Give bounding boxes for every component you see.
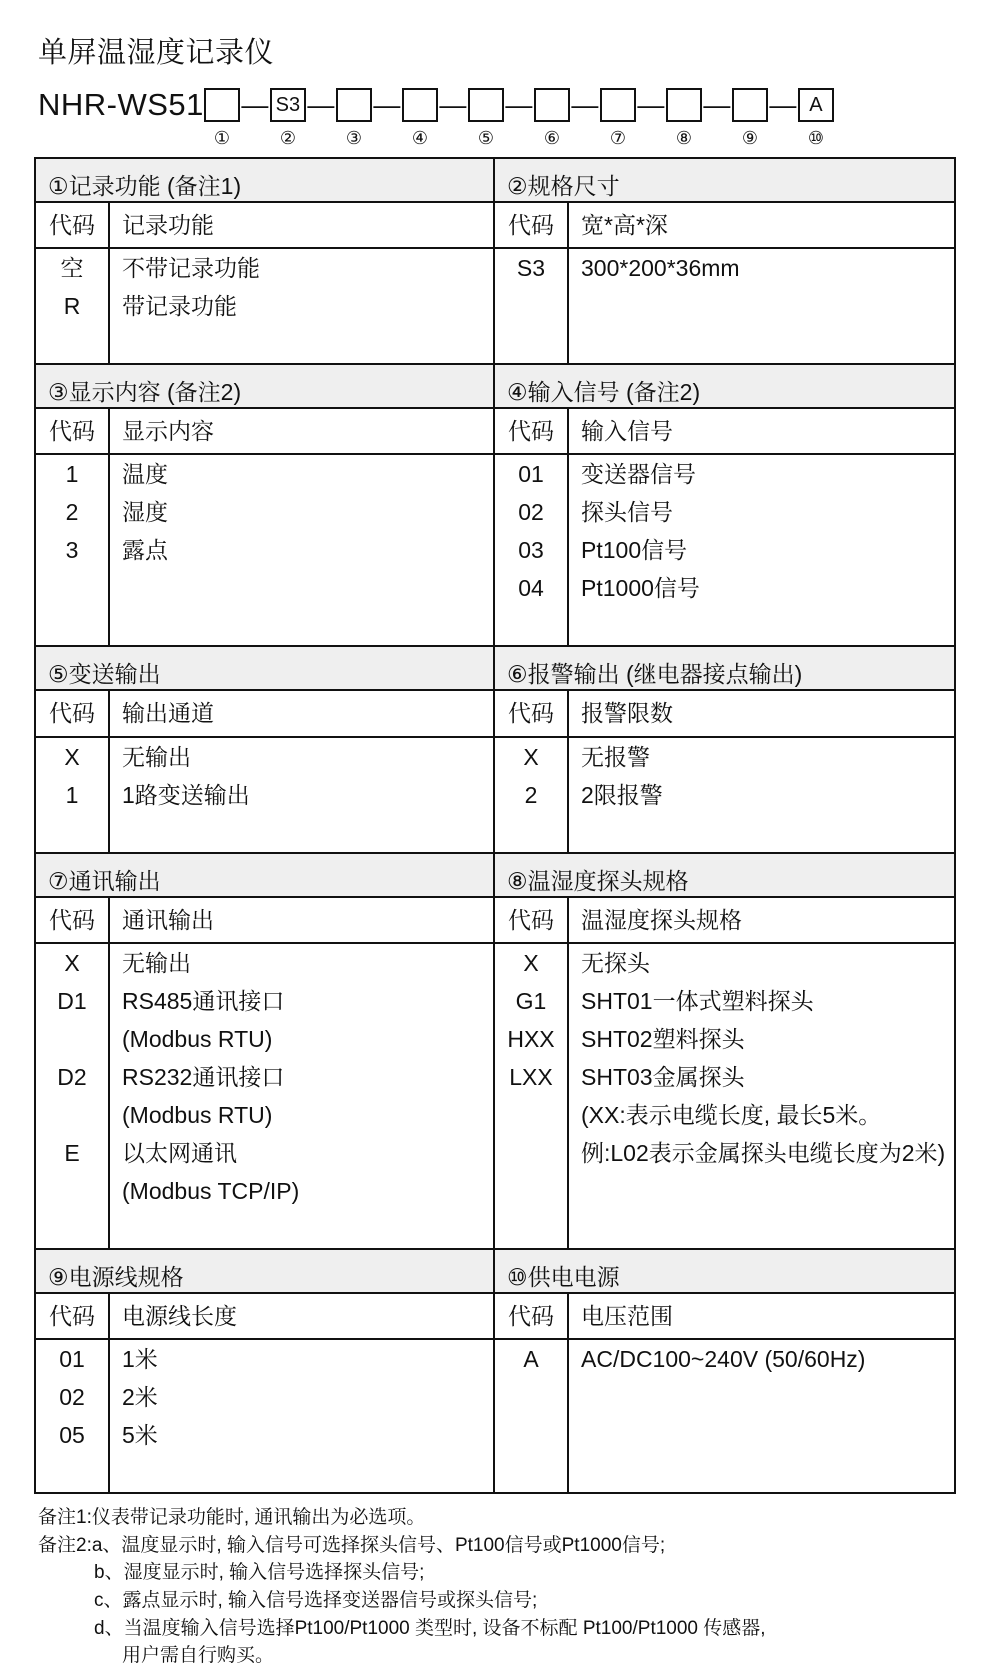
filler-code-cell [36, 1210, 110, 1248]
cell-code: X [495, 738, 569, 776]
spec-section [36, 854, 495, 1248]
table-header-row [495, 691, 954, 737]
filler-code-cell [495, 1378, 569, 1492]
table-row [495, 1340, 954, 1378]
code-table [36, 1294, 493, 1492]
spec-section [36, 159, 495, 363]
column-header-code: 代码 [495, 203, 569, 247]
table-row [495, 1020, 954, 1058]
column-header-desc: 报警限数 [581, 700, 673, 727]
column-header-desc: 输出通道 [122, 700, 214, 727]
footnote-line: 备注2:a、温度显示时, 输入信号可选择探头信号、Pt100信号或Pt1000信号; [38, 1534, 666, 1556]
cell-description: (Modbus RTU) [122, 1025, 273, 1052]
section-header: ⑨电源线规格 [36, 1250, 493, 1294]
column-header-desc: 电源线长度 [122, 1303, 237, 1330]
cell-code: 05 [36, 1416, 110, 1454]
column-header-code: 代码 [495, 898, 569, 942]
table-row [495, 493, 954, 531]
cell-description: SHT03金属探头 [581, 1063, 745, 1090]
spec-section [495, 854, 954, 1248]
table-header-row [495, 203, 954, 249]
filler-code-cell [36, 569, 110, 645]
table-row [495, 1134, 954, 1172]
table-header-row [36, 898, 493, 944]
cell-code: 04 [495, 569, 569, 607]
footnote-line: b、湿度显示时, 输入信号选择探头信号; [94, 1562, 425, 1584]
cell-description: 温度 [122, 461, 168, 488]
section-header: ⑧温湿度探头规格 [495, 854, 954, 898]
spec-section [495, 365, 954, 645]
cell-code: D1 [36, 982, 110, 1020]
cell-description: 带记录功能 [122, 293, 237, 320]
table-row [495, 249, 954, 287]
footnote-line: 用户需自行购买。 [122, 1645, 275, 1667]
cell-code: 1 [36, 776, 110, 814]
cell-code [495, 1134, 569, 1172]
column-header-desc: 宽*高*深 [581, 212, 668, 238]
spec-block [36, 1250, 954, 1492]
column-header-desc: 温湿度探头规格 [581, 906, 742, 933]
table-row [36, 738, 493, 776]
filler-code-cell [36, 1454, 110, 1492]
table-row [36, 455, 493, 493]
filler-desc-cell [110, 1454, 493, 1492]
cell-description: 湿度 [122, 499, 168, 526]
table-row [36, 1172, 493, 1210]
cell-code: G1 [495, 982, 569, 1020]
spec-table [34, 157, 956, 1494]
table-header-row [36, 203, 493, 249]
section-header: ③显示内容 (备注2) [36, 365, 493, 409]
cell-description: (XX:表示电缆长度, 最长5米。 [581, 1101, 882, 1128]
footnotes [38, 1504, 956, 1669]
code-box-4[interactable] [402, 88, 438, 122]
table-row [36, 982, 493, 1020]
column-header-code: 代码 [36, 691, 110, 735]
section-header: ⑤变送输出 [36, 647, 493, 691]
dash-9: — [769, 89, 797, 120]
dash-2: — [307, 89, 335, 120]
table-row [36, 287, 493, 325]
table-row [495, 982, 954, 1020]
table-row [495, 1058, 954, 1096]
filler-desc-cell [569, 607, 954, 645]
cell-code [36, 1096, 110, 1134]
table-row [36, 776, 493, 814]
cell-description: AC/DC100~240V (50/60Hz) [581, 1346, 866, 1373]
cell-description: 无报警 [581, 743, 650, 770]
table-filler [495, 607, 954, 645]
table-filler [495, 1378, 954, 1492]
spec-section [36, 1250, 495, 1492]
column-header-code: 代码 [36, 203, 110, 247]
cell-description: 以太网通讯 [122, 1139, 237, 1166]
cell-code: 空 [36, 249, 110, 287]
cell-code: X [495, 944, 569, 982]
cell-description: 探头信号 [581, 499, 673, 526]
filler-desc-cell [569, 1378, 954, 1492]
code-box-5[interactable] [468, 88, 504, 122]
dash-5: — [505, 89, 533, 120]
cell-code: 02 [36, 1378, 110, 1416]
table-header-row [495, 1294, 954, 1340]
code-box-1[interactable] [204, 88, 240, 122]
table-row [36, 1134, 493, 1172]
table-row [36, 249, 493, 287]
cell-description: 露点 [122, 537, 168, 564]
code-table [495, 1294, 954, 1492]
table-filler [36, 1454, 493, 1492]
section-header: ⑥报警输出 (继电器接点输出) [495, 647, 954, 691]
section-header: ②规格尺寸 [495, 159, 954, 203]
cell-description: SHT02塑料探头 [581, 1025, 745, 1052]
cell-description: Pt100信号 [581, 537, 688, 564]
column-header-code: 代码 [36, 1294, 110, 1338]
column-header-code: 代码 [495, 409, 569, 453]
cell-code [36, 1020, 110, 1058]
table-row [36, 1020, 493, 1058]
marker-8: ⑧ [675, 127, 692, 148]
cell-code: 01 [36, 1340, 110, 1378]
code-table [495, 898, 954, 1248]
table-filler [36, 1210, 493, 1248]
marker-4: ④ [411, 127, 428, 148]
marker-6: ⑥ [543, 127, 560, 148]
code-box-9[interactable] [732, 88, 768, 122]
table-row [36, 1096, 493, 1134]
spec-section [495, 647, 954, 851]
dash-7: — [637, 89, 665, 120]
cell-code: 01 [495, 455, 569, 493]
column-header-code: 代码 [36, 409, 110, 453]
cell-code [495, 1096, 569, 1134]
cell-description: 300*200*36mm [581, 255, 740, 282]
cell-description: 2米 [122, 1384, 158, 1411]
cell-code: LXX [495, 1058, 569, 1096]
dash-3: — [373, 89, 401, 120]
code-box-10[interactable]: A [798, 88, 834, 122]
code-box-7[interactable] [600, 88, 636, 122]
filler-desc-cell [569, 1172, 954, 1248]
column-header-code: 代码 [36, 898, 110, 942]
marker-9: ⑨ [741, 127, 758, 148]
table-row [36, 1058, 493, 1096]
code-table [36, 691, 493, 851]
code-table [36, 898, 493, 1248]
table-filler [36, 814, 493, 852]
section-header: ⑩供电电源 [495, 1250, 954, 1294]
table-row [495, 944, 954, 982]
cell-description: 无输出 [122, 743, 191, 770]
spec-section [495, 1250, 954, 1492]
cell-code [36, 1172, 110, 1210]
table-row [495, 531, 954, 569]
dash-4: — [439, 89, 467, 120]
spec-block [36, 854, 954, 1250]
cell-description: (Modbus TCP/IP) [122, 1177, 300, 1204]
table-row [36, 531, 493, 569]
cell-code: E [36, 1134, 110, 1172]
table-row [36, 1340, 493, 1378]
cell-description: RS232通讯接口 [122, 1063, 285, 1090]
filler-code-cell [495, 287, 569, 363]
code-table [495, 409, 954, 645]
cell-code: R [36, 287, 110, 325]
column-header-desc: 电压范围 [581, 1303, 673, 1330]
section-header: ④输入信号 (备注2) [495, 365, 954, 409]
code-table [36, 203, 493, 363]
filler-code-cell [495, 607, 569, 645]
cell-description: RS485通讯接口 [122, 987, 285, 1014]
code-table [495, 691, 954, 851]
table-row [495, 569, 954, 607]
filler-code-cell [36, 814, 110, 852]
filler-desc-cell [110, 325, 493, 363]
model-base-code: NHR-WS51 [38, 87, 204, 122]
cell-code: HXX [495, 1020, 569, 1058]
footnote-line: 备注1:仪表带记录功能时, 通讯输出为必选项。 [38, 1507, 426, 1529]
dash-8: — [703, 89, 731, 120]
spec-block [36, 159, 954, 365]
cell-code: 02 [495, 493, 569, 531]
table-header-row [36, 691, 493, 737]
table-header-row [495, 409, 954, 455]
column-header-desc: 通讯输出 [122, 906, 214, 933]
filler-desc-cell [110, 1210, 493, 1248]
column-header-code: 代码 [495, 691, 569, 735]
cell-code: D2 [36, 1058, 110, 1096]
table-filler [495, 1172, 954, 1248]
filler-code-cell [495, 814, 569, 852]
column-header-code: 代码 [495, 1294, 569, 1338]
table-row [495, 455, 954, 493]
spec-section [36, 647, 495, 851]
dash-6: — [571, 89, 599, 120]
page-title: 单屏温湿度记录仪 [38, 37, 275, 69]
marker-10: ⑩ [807, 127, 824, 148]
code-table [495, 203, 954, 363]
table-filler [36, 325, 493, 363]
table-filler [495, 287, 954, 363]
marker-7: ⑦ [609, 127, 626, 148]
filler-code-cell [36, 325, 110, 363]
code-box-2[interactable]: S3 [270, 88, 306, 122]
marker-2: ② [279, 127, 296, 148]
code-box-8[interactable] [666, 88, 702, 122]
column-header-desc: 显示内容 [122, 418, 214, 445]
cell-description: (Modbus RTU) [122, 1101, 273, 1128]
table-header-row [495, 898, 954, 944]
code-box-6[interactable] [534, 88, 570, 122]
marker-3: ③ [345, 127, 362, 148]
section-header: ①记录功能 (备注1) [36, 159, 493, 203]
table-row [495, 776, 954, 814]
cell-description: 变送器信号 [581, 461, 696, 488]
cell-description: Pt1000信号 [581, 575, 700, 602]
filler-desc-cell [569, 814, 954, 852]
footnote-line: c、露点显示时, 输入信号选择变送器信号或探头信号; [94, 1589, 538, 1611]
filler-code-cell [495, 1172, 569, 1248]
cell-description: 无探头 [581, 949, 650, 976]
cell-code: 1 [36, 455, 110, 493]
table-filler [495, 814, 954, 852]
marker-5: ⑤ [477, 127, 494, 148]
column-header-desc: 输入信号 [581, 418, 673, 445]
table-row [495, 1096, 954, 1134]
table-header-row [36, 409, 493, 455]
table-row [36, 1378, 493, 1416]
cell-description: 无输出 [122, 949, 191, 976]
section-header: ⑦通讯输出 [36, 854, 493, 898]
table-row [495, 738, 954, 776]
cell-code: X [36, 738, 110, 776]
spec-section [495, 159, 954, 363]
cell-description: 不带记录功能 [122, 255, 260, 282]
table-header-row [36, 1294, 493, 1340]
footnote-line: d、当温度输入信号选择Pt100/Pt1000 类型时, 设备不标配 Pt100/Pt1000 传感器, [94, 1617, 766, 1639]
cell-description: 5米 [122, 1422, 158, 1449]
cell-description: 1米 [122, 1346, 158, 1373]
cell-code: 2 [495, 776, 569, 814]
code-box-3[interactable] [336, 88, 372, 122]
cell-code: 03 [495, 531, 569, 569]
column-header-desc: 记录功能 [122, 212, 214, 238]
model-code-row [38, 85, 956, 125]
spec-section [36, 365, 495, 645]
cell-code: 2 [36, 493, 110, 531]
filler-desc-cell [110, 569, 493, 645]
cell-code: X [36, 944, 110, 982]
dash-1: — [241, 89, 269, 120]
cell-description: 2限报警 [581, 781, 663, 808]
cell-code: S3 [495, 249, 569, 287]
cell-code: A [495, 1340, 569, 1378]
spec-block [36, 365, 954, 647]
table-filler [36, 569, 493, 645]
cell-description: SHT01一体式塑料探头 [581, 987, 814, 1014]
cell-code: 3 [36, 531, 110, 569]
table-row [36, 493, 493, 531]
spec-block [36, 647, 954, 853]
marker-1: ① [213, 127, 230, 148]
code-table [36, 409, 493, 645]
cell-description: 1路变送输出 [122, 781, 250, 808]
cell-description: 例:L02表示金属探头电缆长度为2米) [581, 1139, 946, 1166]
filler-desc-cell [110, 814, 493, 852]
table-row [36, 1416, 493, 1454]
model-marker-row [38, 125, 956, 151]
filler-desc-cell [569, 287, 954, 363]
table-row [36, 944, 493, 982]
